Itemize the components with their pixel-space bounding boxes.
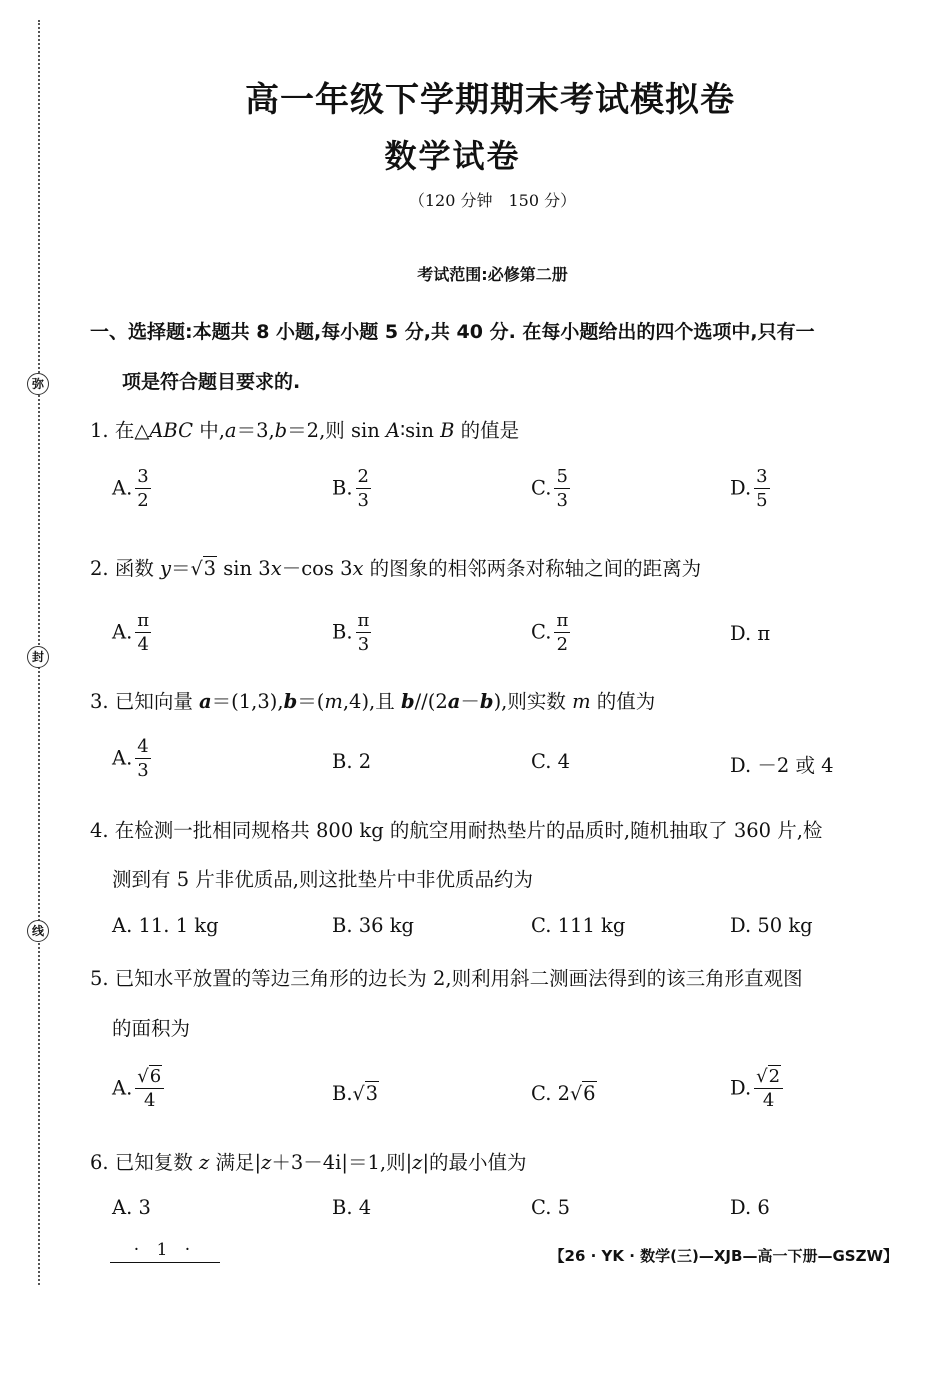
footer-code: 【26 · YK · 数学(三)—XJB—高一下册—GSZW】 <box>549 1247 898 1265</box>
exam-subtitle: 数学试卷 <box>384 137 521 175</box>
q2-option-d: D. π <box>730 622 771 645</box>
q3-option-d: D. －2 或 4 <box>730 754 834 777</box>
q5-option-c: C. 2√6 <box>531 1082 596 1105</box>
q6-option-b: B. 4 <box>332 1196 372 1219</box>
question-5-line1: 5. 已知水平放置的等边三角形的边长为 2,则利用斜二测画法得到的该三角形直观图 <box>90 967 803 990</box>
question-4-line1: 4. 在检测一批相同规格共 800 kg 的航空用耐热垫片的品质时,随机抽取了 360 片,检 <box>90 819 823 842</box>
question-5-line2: 的面积为 <box>112 1017 191 1040</box>
q2-option-a: A. $\frac{\pi}{4}$ <box>112 610 150 655</box>
question-6: 6. 已知复数 z 满足|z＋3－4i|＝1,则|z|的最小值为 <box>90 1151 527 1174</box>
question-4-line2: 测到有 5 片非优质品,则这批垫片中非优质品约为 <box>112 868 534 891</box>
exam-scope: 考试范围:必修第二册 <box>417 265 568 284</box>
q1-option-b: B. $\frac{2}{3}$ <box>332 466 369 511</box>
q6-option-c: C. 5 <box>531 1196 571 1219</box>
question-1: 1. 在△ABC 中,a＝3,b＝2,则 sin A∶sin B 的值是 <box>90 419 520 442</box>
seal-feng: 封 <box>27 646 49 668</box>
q5-option-b: B.√3 <box>332 1082 379 1105</box>
q6-option-d: D. 6 <box>730 1196 770 1219</box>
q6-option-a: A. 3 <box>112 1196 151 1219</box>
q4-option-a: A. 11. 1 kg <box>112 914 219 937</box>
q3-option-a: A. $\frac{4}{3}$ <box>112 736 149 781</box>
question-3: 3. 已知向量 a＝(1,3),b＝(m,4),且 b//(2a－b),则实数 m 的值为 <box>90 690 656 713</box>
q1-option-a: A. $\frac{3}{2}$ <box>112 466 149 511</box>
q5-option-a: A. $\frac{√6}{4}$ <box>112 1068 164 1110</box>
section-heading-line1: 一、选择题:本题共 8 小题,每小题 5 分,共 40 分. 在每小题给出的四个选项中,只有一 <box>90 321 815 343</box>
q3-option-b: B. 2 <box>332 750 372 773</box>
q2-option-b: B. $\frac{\pi}{3}$ <box>332 610 370 655</box>
q5-option-d: D. $\frac{√2}{4}$ <box>730 1068 783 1110</box>
q1-option-c: C. $\frac{5}{3}$ <box>531 466 568 511</box>
seal-xian: 线 <box>27 920 49 942</box>
q1-option-d: D. $\frac{3}{5}$ <box>730 466 768 511</box>
exam-duration: （120 分钟 150 分） <box>408 191 577 210</box>
question-2: 2. 函数 y＝√3 sin 3x－cos 3x 的图象的相邻两条对称轴之间的距离为 <box>90 557 702 580</box>
q4-option-c: C. 111 kg <box>531 914 626 937</box>
q2-option-c: C. $\frac{\pi}{2}$ <box>531 610 569 655</box>
page-number: · 1 · <box>110 1240 220 1263</box>
section-heading-line2: 项是符合题目要求的. <box>122 371 301 393</box>
exam-title: 高一年级下学期期末考试模拟卷 <box>245 80 735 120</box>
q4-option-d: D. 50 kg <box>730 914 813 937</box>
q3-option-c: C. 4 <box>531 750 571 773</box>
seal-mi: 弥 <box>27 373 49 395</box>
q4-option-b: B. 36 kg <box>332 914 415 937</box>
